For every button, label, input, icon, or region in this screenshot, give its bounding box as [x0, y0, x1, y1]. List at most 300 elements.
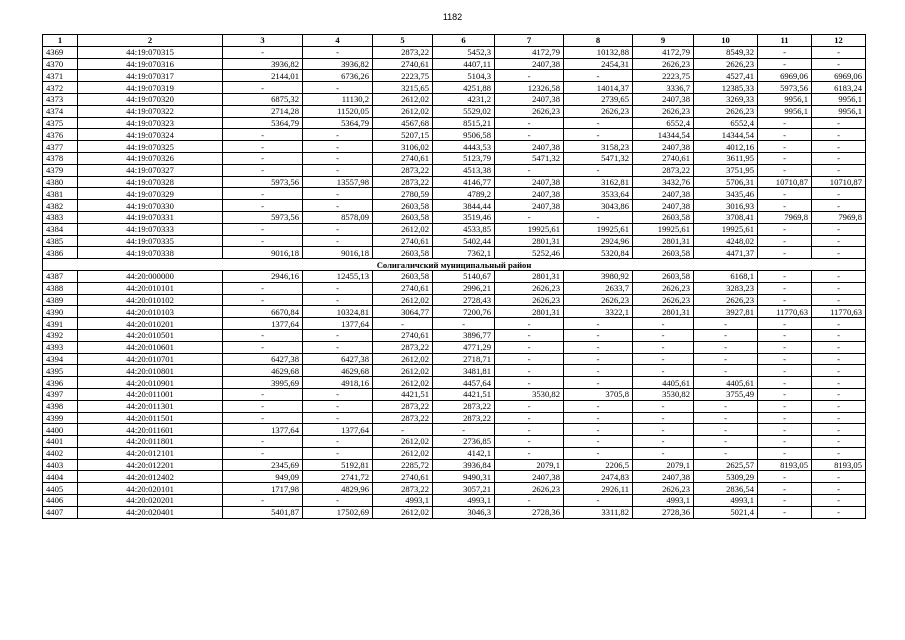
value-cell-col-9: - [633, 341, 694, 353]
value-cell-col-7: - [495, 318, 564, 330]
cadastral-number-cell: 44:20:010601 [78, 341, 223, 353]
table-body [43, 46, 866, 518]
row-number-cell: 4406 [43, 495, 78, 507]
value-cell-col-4: - [303, 200, 373, 212]
value-cell-col-7: 2801,31 [495, 270, 564, 282]
value-cell-col-6: 8515,21 [433, 117, 495, 129]
value-cell-col-10: 4405,61 [694, 377, 758, 389]
value-cell-col-8: 3158,23 [564, 141, 633, 153]
value-cell-col-10: 3751,95 [694, 164, 758, 176]
value-cell-col-11: - [758, 58, 812, 70]
value-cell-col-9: 2626,23 [633, 105, 694, 117]
value-cell-col-12: - [812, 353, 866, 365]
table-row [43, 400, 866, 412]
value-cell-col-8: 3705,8 [564, 388, 633, 400]
row-number-cell: 4391 [43, 318, 78, 330]
value-cell-col-8: - [564, 400, 633, 412]
value-cell-col-10: 2626,23 [694, 105, 758, 117]
value-cell-col-4: 4629,68 [303, 365, 373, 377]
value-cell-col-9: - [633, 318, 694, 330]
value-cell-col-5: 2740,61 [373, 282, 433, 294]
value-cell-col-5: 2603,58 [373, 200, 433, 212]
value-cell-col-4: 17502,69 [303, 506, 373, 518]
value-cell-col-7: - [495, 424, 564, 436]
value-cell-col-6: 3481,81 [433, 365, 495, 377]
table-row [43, 341, 866, 353]
value-cell-col-4: 5192,81 [303, 459, 373, 471]
table-row [43, 141, 866, 153]
value-cell-col-8: - [564, 495, 633, 507]
value-cell-col-6: 4407,11 [433, 58, 495, 70]
value-cell-col-5: 2612,02 [373, 436, 433, 448]
value-cell-col-8: 3322,1 [564, 306, 633, 318]
cadastral-number-cell: 44:20:010801 [78, 365, 223, 377]
value-cell-col-6: 4533,85 [433, 223, 495, 235]
value-cell-col-6: 5104,3 [433, 70, 495, 82]
value-cell-col-8: - [564, 129, 633, 141]
value-cell-col-6: 7362,1 [433, 247, 495, 259]
value-cell-col-7: 2407,38 [495, 58, 564, 70]
value-cell-col-4: 11520,05 [303, 105, 373, 117]
value-cell-col-8: 2454,31 [564, 58, 633, 70]
value-cell-col-9: 2740,61 [633, 152, 694, 164]
value-cell-col-11: - [758, 412, 812, 424]
value-cell-col-9: - [633, 400, 694, 412]
value-cell-col-8: - [564, 365, 633, 377]
value-cell-col-8: 5471,32 [564, 152, 633, 164]
value-cell-col-9: 2603,58 [633, 270, 694, 282]
value-cell-col-11: - [758, 400, 812, 412]
value-cell-col-12: 7969,8 [812, 211, 866, 223]
value-cell-col-10: 5309,29 [694, 471, 758, 483]
value-cell-col-3: - [223, 282, 303, 294]
cadastral-number-cell: 44:19:070322 [78, 105, 223, 117]
value-cell-col-10: 3283,23 [694, 282, 758, 294]
value-cell-col-6: 3057,21 [433, 483, 495, 495]
cadastral-number-cell: 44:20:012402 [78, 471, 223, 483]
value-cell-col-11: - [758, 141, 812, 153]
value-cell-col-5: 2603,58 [373, 270, 433, 282]
table-row [43, 152, 866, 164]
value-cell-col-8: 3980,92 [564, 270, 633, 282]
value-cell-col-12: 8193,05 [812, 459, 866, 471]
row-number-cell: 4378 [43, 152, 78, 164]
row-number-cell: 4395 [43, 365, 78, 377]
value-cell-col-10: 3016,93 [694, 200, 758, 212]
value-cell-col-4: - [303, 152, 373, 164]
row-number-cell: 4392 [43, 329, 78, 341]
table-row [43, 353, 866, 365]
value-cell-col-12: - [812, 341, 866, 353]
value-cell-col-11: - [758, 188, 812, 200]
cadastral-number-cell: 44:20:011301 [78, 400, 223, 412]
value-cell-col-6: 7200,76 [433, 306, 495, 318]
value-cell-col-7: 4172,79 [495, 46, 564, 58]
value-cell-col-7: 5471,32 [495, 152, 564, 164]
value-cell-col-12: - [812, 188, 866, 200]
row-number-cell: 4380 [43, 176, 78, 188]
value-cell-col-9: 2626,23 [633, 58, 694, 70]
value-cell-col-7: - [495, 117, 564, 129]
cadastral-number-cell: 44:20:020401 [78, 506, 223, 518]
value-cell-col-10: - [694, 353, 758, 365]
value-cell-col-4: - [303, 329, 373, 341]
value-cell-col-11: - [758, 341, 812, 353]
table-row [43, 200, 866, 212]
value-cell-col-12: 10710,87 [812, 176, 866, 188]
value-cell-col-9: 3432,76 [633, 176, 694, 188]
value-cell-col-6: 5123,79 [433, 152, 495, 164]
cadastral-number-cell: 44:20:010201 [78, 318, 223, 330]
value-cell-col-11: - [758, 377, 812, 389]
value-cell-col-5: 2740,61 [373, 329, 433, 341]
value-cell-col-6: 2728,43 [433, 294, 495, 306]
value-cell-col-11: - [758, 318, 812, 330]
value-cell-col-3: 6427,38 [223, 353, 303, 365]
value-cell-col-5: 4993,1 [373, 495, 433, 507]
value-cell-col-3: - [223, 152, 303, 164]
value-cell-col-12: 6969,06 [812, 70, 866, 82]
value-cell-col-7: - [495, 211, 564, 223]
value-cell-col-10: - [694, 436, 758, 448]
value-cell-col-8: 3533,64 [564, 188, 633, 200]
value-cell-col-3: - [223, 223, 303, 235]
cadastral-number-cell: 44:19:070324 [78, 129, 223, 141]
value-cell-col-7: 2407,38 [495, 176, 564, 188]
value-cell-col-8: - [564, 377, 633, 389]
value-cell-col-5: 4421,51 [373, 388, 433, 400]
row-number-cell: 4388 [43, 282, 78, 294]
value-cell-col-12: - [812, 282, 866, 294]
value-cell-col-4: - [303, 294, 373, 306]
value-cell-col-11: - [758, 152, 812, 164]
row-number-cell: 4390 [43, 306, 78, 318]
value-cell-col-3: 5973,56 [223, 176, 303, 188]
value-cell-col-3: 2345,69 [223, 459, 303, 471]
value-cell-col-12: - [812, 506, 866, 518]
cadastral-number-cell: 44:20:012101 [78, 447, 223, 459]
value-cell-col-7: 2407,38 [495, 200, 564, 212]
value-cell-col-6: 4789,2 [433, 188, 495, 200]
value-cell-col-10: 5021,4 [694, 506, 758, 518]
value-cell-col-7: - [495, 70, 564, 82]
table-row [43, 282, 866, 294]
value-cell-col-11: - [758, 388, 812, 400]
cadastral-number-cell: 44:20:010102 [78, 294, 223, 306]
table-row [43, 447, 866, 459]
value-cell-col-10: - [694, 329, 758, 341]
value-cell-col-11: - [758, 329, 812, 341]
value-cell-col-9: 2407,38 [633, 200, 694, 212]
value-cell-col-8: 2926,11 [564, 483, 633, 495]
value-cell-col-5: 2612,02 [373, 353, 433, 365]
cadastral-number-cell: 44:20:010101 [78, 282, 223, 294]
value-cell-col-3: - [223, 200, 303, 212]
row-number-cell: 4404 [43, 471, 78, 483]
value-cell-col-5: 2740,61 [373, 235, 433, 247]
value-cell-col-9: - [633, 365, 694, 377]
value-cell-col-3: - [223, 294, 303, 306]
column-header-10: 10 [694, 35, 758, 47]
value-cell-col-4: - [303, 235, 373, 247]
value-cell-col-8: - [564, 447, 633, 459]
value-cell-col-5: 2603,58 [373, 211, 433, 223]
table-row [43, 188, 866, 200]
value-cell-col-8: - [564, 353, 633, 365]
row-number-cell: 4369 [43, 46, 78, 58]
value-cell-col-6: 4146,77 [433, 176, 495, 188]
value-cell-col-3: 4629,68 [223, 365, 303, 377]
value-cell-col-3: - [223, 436, 303, 448]
value-cell-col-10: - [694, 400, 758, 412]
value-cell-col-6: 2718,71 [433, 353, 495, 365]
value-cell-col-8: - [564, 329, 633, 341]
value-cell-col-5: 2612,02 [373, 105, 433, 117]
cadastral-number-cell: 44:19:070333 [78, 223, 223, 235]
value-cell-col-10: - [694, 318, 758, 330]
row-number-cell: 4397 [43, 388, 78, 400]
value-cell-col-11: 11770,63 [758, 306, 812, 318]
value-cell-col-8: - [564, 70, 633, 82]
value-cell-col-8: 2633,7 [564, 282, 633, 294]
value-cell-col-12: - [812, 329, 866, 341]
value-cell-col-9: 2801,31 [633, 306, 694, 318]
value-cell-col-9: - [633, 353, 694, 365]
value-cell-col-3: - [223, 447, 303, 459]
value-cell-col-5: 2873,22 [373, 400, 433, 412]
table-row [43, 270, 866, 282]
value-cell-col-11: 10710,87 [758, 176, 812, 188]
value-cell-col-11: - [758, 506, 812, 518]
value-cell-col-8: 10132,88 [564, 46, 633, 58]
value-cell-col-11: 5973,56 [758, 82, 812, 94]
value-cell-col-10: - [694, 424, 758, 436]
value-cell-col-8: - [564, 412, 633, 424]
value-cell-col-9: 2407,38 [633, 471, 694, 483]
value-cell-col-4: - [303, 141, 373, 153]
value-cell-col-5: - [373, 318, 433, 330]
table-row [43, 164, 866, 176]
cadastral-number-cell: 44:19:070326 [78, 152, 223, 164]
value-cell-col-5: 2780,59 [373, 188, 433, 200]
value-cell-col-10: 2836,54 [694, 483, 758, 495]
value-cell-col-4: 11130,2 [303, 93, 373, 105]
cadastral-number-cell: 44:19:070319 [78, 82, 223, 94]
cadastral-number-cell: 44:19:070323 [78, 117, 223, 129]
value-cell-col-9: 19925,61 [633, 223, 694, 235]
value-cell-col-12: - [812, 471, 866, 483]
value-cell-col-4: 4829,96 [303, 483, 373, 495]
row-number-cell: 4383 [43, 211, 78, 223]
value-cell-col-8: 2924,96 [564, 235, 633, 247]
table-row [43, 471, 866, 483]
cadastral-number-cell: 44:19:070328 [78, 176, 223, 188]
row-number-cell: 4376 [43, 129, 78, 141]
value-cell-col-10: 3927,81 [694, 306, 758, 318]
value-cell-col-3: - [223, 46, 303, 58]
value-cell-col-4: 6427,38 [303, 353, 373, 365]
value-cell-col-11: 9956,1 [758, 93, 812, 105]
value-cell-col-3: - [223, 495, 303, 507]
value-cell-col-9: - [633, 329, 694, 341]
column-header-7: 7 [495, 35, 564, 47]
value-cell-col-6: 2736,85 [433, 436, 495, 448]
value-cell-col-6: 5529,02 [433, 105, 495, 117]
value-cell-col-7: - [495, 129, 564, 141]
table-row [43, 105, 866, 117]
value-cell-col-9: 3336,7 [633, 82, 694, 94]
value-cell-col-11: - [758, 164, 812, 176]
cadastral-number-cell: 44:20:011801 [78, 436, 223, 448]
value-cell-col-3: - [223, 129, 303, 141]
value-cell-col-8: - [564, 164, 633, 176]
value-cell-col-4: 1377,64 [303, 318, 373, 330]
value-cell-col-4: - [303, 388, 373, 400]
cadastral-number-cell: 44:20:020101 [78, 483, 223, 495]
value-cell-col-10: - [694, 365, 758, 377]
value-cell-col-4: - [303, 223, 373, 235]
value-cell-col-9: 2603,58 [633, 247, 694, 259]
value-cell-col-9: 2626,23 [633, 483, 694, 495]
cadastral-number-cell: 44:19:070329 [78, 188, 223, 200]
cadastral-number-cell: 44:20:011001 [78, 388, 223, 400]
row-number-cell: 4373 [43, 93, 78, 105]
value-cell-col-12: - [812, 58, 866, 70]
value-cell-col-7: 2626,23 [495, 105, 564, 117]
value-cell-col-3: 1377,64 [223, 424, 303, 436]
row-number-cell: 4399 [43, 412, 78, 424]
value-cell-col-11: - [758, 270, 812, 282]
value-cell-col-6: 4421,51 [433, 388, 495, 400]
section-title: Солигаличский муниципальный район [43, 259, 866, 271]
column-header-1: 1 [43, 35, 78, 47]
row-number-cell: 4387 [43, 270, 78, 282]
value-cell-col-5: 2873,22 [373, 176, 433, 188]
column-header-3: 3 [223, 35, 303, 47]
row-number-cell: 4398 [43, 400, 78, 412]
value-cell-col-3: 2946,16 [223, 270, 303, 282]
value-cell-col-8: 2474,83 [564, 471, 633, 483]
value-cell-col-4: 3936,82 [303, 58, 373, 70]
row-number-cell: 4394 [43, 353, 78, 365]
table-row [43, 129, 866, 141]
value-cell-col-6: 4993,1 [433, 495, 495, 507]
value-cell-col-7: 12326,58 [495, 82, 564, 94]
value-cell-col-9: 2407,38 [633, 93, 694, 105]
value-cell-col-7: - [495, 353, 564, 365]
value-cell-col-9: 2626,23 [633, 282, 694, 294]
value-cell-col-12: - [812, 294, 866, 306]
cadastral-number-cell: 44:20:010701 [78, 353, 223, 365]
value-cell-col-5: 2740,61 [373, 152, 433, 164]
value-cell-col-4: 4918,16 [303, 377, 373, 389]
value-cell-col-12: 9956,1 [812, 93, 866, 105]
value-cell-col-7: - [495, 400, 564, 412]
table-row [43, 58, 866, 70]
table-row [43, 70, 866, 82]
value-cell-col-11: - [758, 282, 812, 294]
value-cell-col-7: 2407,38 [495, 93, 564, 105]
value-cell-col-12: - [812, 388, 866, 400]
value-cell-col-4: 10324,81 [303, 306, 373, 318]
cadastral-number-cell: 44:19:070338 [78, 247, 223, 259]
value-cell-col-7: - [495, 377, 564, 389]
table-row [43, 318, 866, 330]
value-cell-col-10: 3755,49 [694, 388, 758, 400]
table-row [43, 377, 866, 389]
value-cell-col-8: 3311,82 [564, 506, 633, 518]
value-cell-col-7: - [495, 164, 564, 176]
value-cell-col-8: 2739,65 [564, 93, 633, 105]
table-row [43, 506, 866, 518]
value-cell-col-10: 2625,57 [694, 459, 758, 471]
cadastral-number-cell: 44:19:070327 [78, 164, 223, 176]
value-cell-col-11: - [758, 447, 812, 459]
value-cell-col-6: 4457,64 [433, 377, 495, 389]
value-cell-col-10: - [694, 341, 758, 353]
value-cell-col-9: 6552,4 [633, 117, 694, 129]
value-cell-col-11: - [758, 353, 812, 365]
row-number-cell: 4400 [43, 424, 78, 436]
value-cell-col-11: - [758, 247, 812, 259]
value-cell-col-4: - [303, 495, 373, 507]
value-cell-col-12: - [812, 447, 866, 459]
row-number-cell: 4407 [43, 506, 78, 518]
table-row [43, 365, 866, 377]
value-cell-col-11: - [758, 424, 812, 436]
value-cell-col-9: 2223,75 [633, 70, 694, 82]
table-row [43, 412, 866, 424]
value-cell-col-6: - [433, 424, 495, 436]
column-header-6: 6 [433, 35, 495, 47]
value-cell-col-4: 8578,09 [303, 211, 373, 223]
value-cell-col-10: 4248,02 [694, 235, 758, 247]
value-cell-col-6: 4771,29 [433, 341, 495, 353]
value-cell-col-5: 2873,22 [373, 483, 433, 495]
value-cell-col-5: 2873,22 [373, 46, 433, 58]
table-row [43, 211, 866, 223]
value-cell-col-3: - [223, 341, 303, 353]
value-cell-col-5: 2612,02 [373, 365, 433, 377]
value-cell-col-12: - [812, 483, 866, 495]
value-cell-col-9: 2873,22 [633, 164, 694, 176]
value-cell-col-7: 2801,31 [495, 306, 564, 318]
value-cell-col-12: - [812, 235, 866, 247]
value-cell-col-3: - [223, 188, 303, 200]
value-cell-col-6: 2996,21 [433, 282, 495, 294]
value-cell-col-11: - [758, 223, 812, 235]
cadastral-number-cell: 44:20:012201 [78, 459, 223, 471]
value-cell-col-8: - [564, 424, 633, 436]
value-cell-col-10: 6168,1 [694, 270, 758, 282]
value-cell-col-5: 3064,77 [373, 306, 433, 318]
table-row [43, 329, 866, 341]
row-number-cell: 4382 [43, 200, 78, 212]
cadastral-number-cell: 44:20:010501 [78, 329, 223, 341]
value-cell-col-7: 2407,38 [495, 471, 564, 483]
value-cell-col-5: 2873,22 [373, 164, 433, 176]
table-row [43, 235, 866, 247]
value-cell-col-4: - [303, 82, 373, 94]
value-cell-col-3: 6670,84 [223, 306, 303, 318]
value-cell-col-11: - [758, 117, 812, 129]
value-cell-col-5: - [373, 424, 433, 436]
value-cell-col-4: 5364,79 [303, 117, 373, 129]
value-cell-col-12: 6183,24 [812, 82, 866, 94]
cadastral-number-cell: 44:19:070331 [78, 211, 223, 223]
cadastral-number-cell: 44:20:000000 [78, 270, 223, 282]
column-header-4: 4 [303, 35, 373, 47]
